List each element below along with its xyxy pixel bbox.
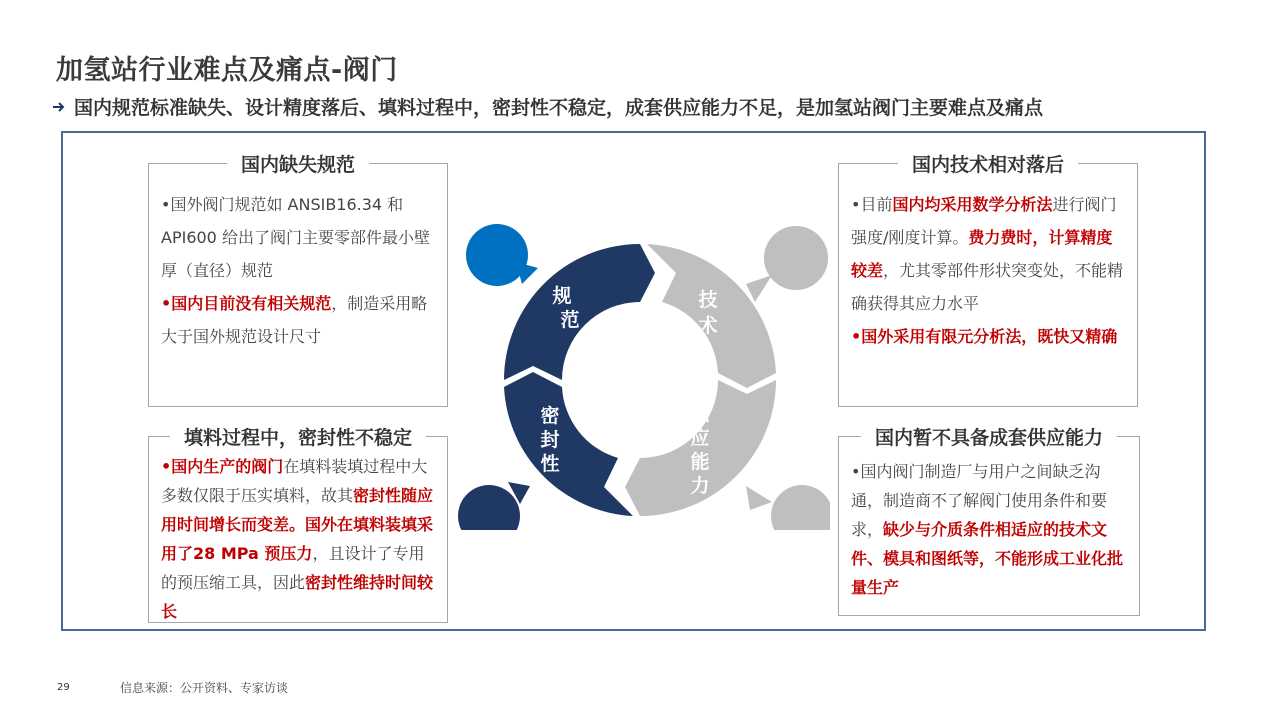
cycle-label-sealing-2: 封: [540, 429, 560, 451]
standards-point-2-rest: ，制造采用略大于国外规范设计尺寸: [161, 294, 428, 346]
sealing-highlight-2: 密封性随应用时间增长而变差。国外在填料装填采用了28 MPa 预压力: [161, 486, 434, 563]
page-title: 加氢站行业难点及痛点-阀门: [56, 55, 398, 86]
technology-text-2: 进行阀门强度/刚度计算。: [851, 195, 1117, 247]
sealing-text-2: ，且设计了专用的预压缩工具，因此: [161, 544, 425, 592]
cycle-label-supply-4: 力: [690, 475, 710, 497]
supply-highlight-1: 缺少与介质条件相适应的技术文件、模具和图纸等，不能形成工业化批量生产: [851, 520, 1124, 597]
supply-text-1: •国内阀门制造厂与用户之间缺乏沟通，制造商不了解阀门使用条件和要求，: [851, 462, 1108, 539]
cycle-label-technology-1: 技: [698, 289, 718, 311]
technology-highlight-1: 国内均采用数学分析法: [892, 195, 1053, 214]
technology-point-2: •国外采用有限元分析法，既快又精确: [851, 327, 1118, 346]
standards-box: [148, 154, 448, 407]
technology-box-title: 国内技术相对落后: [898, 150, 1078, 177]
cycle-label-standards-2: 范: [560, 309, 580, 331]
page-subtitle: 国内规范标准缺失、设计精度落后、填料过程中，密封性不稳定，成套供应能力不足，是加氢站阀门主要难点及痛点: [74, 97, 1044, 119]
supply-box: [838, 427, 1140, 616]
cycle-pointer-top-left: [516, 262, 538, 284]
cycle-pointer-bottom-right: [746, 486, 772, 510]
technology-text-1: •目前: [851, 195, 893, 214]
cycle-label-supply-2: 应: [690, 427, 710, 449]
cycle-label-sealing-1: 密: [540, 405, 560, 427]
standards-point-1: •国外阀门规范如 ANSIB16.34 和 API600 给出了阀门主要零部件最小壁厚（直径）规范: [161, 195, 430, 280]
cycle-diagram: [450, 210, 830, 530]
supply-box-title: 国内暂不具备成套供应能力: [861, 423, 1117, 450]
supply-box-text: [851, 457, 1129, 602]
sealing-text-1: 在填料装填过程中大多数仅限于压实填料，故其: [161, 457, 428, 505]
sealing-highlight-3: 密封性维持时间较长: [161, 573, 434, 621]
cycle-dot-top-left: [466, 224, 528, 286]
page-number: 29: [57, 682, 70, 693]
cycle-label-technology-2: 术: [698, 315, 718, 337]
technology-box-text: [851, 188, 1127, 353]
cycle-dot-top-right: [764, 226, 828, 290]
cycle-label-supply-1: 供: [690, 403, 710, 425]
standards-point-2: [161, 287, 437, 353]
cycle-dot-bottom-right: [771, 485, 830, 530]
technology-text-3: ，尤其零部件形状突变处，不能精确获得其应力水平: [851, 261, 1124, 313]
standards-box-text: [161, 188, 437, 353]
cycle-label-supply-3: 能: [690, 451, 710, 473]
cycle-dot-bottom-left: [458, 485, 520, 530]
cycle-pointer-top-right: [746, 275, 772, 302]
cycle-label-sealing-3: 性: [540, 453, 560, 475]
standards-point-2-highlight: •国内目前没有相关规范: [161, 294, 332, 313]
standards-box-title: 国内缺失规范: [227, 150, 369, 177]
cycle-label-standards-1: 规: [552, 285, 572, 307]
technology-point-1: [851, 188, 1127, 320]
sealing-box: [148, 427, 448, 623]
sealing-box-text: [161, 452, 437, 626]
technology-highlight-2: 费力费时，计算精度较差: [851, 228, 1113, 280]
sealing-highlight-1: •国内生产的阀门: [161, 457, 284, 476]
technology-box: [838, 154, 1138, 407]
subtitle-row: [52, 93, 1043, 120]
sealing-box-title: 填料过程中，密封性不稳定: [170, 423, 426, 450]
arrow-right-icon: [52, 100, 66, 114]
source-note: 信息来源：公开资料、专家访谈: [120, 681, 289, 695]
